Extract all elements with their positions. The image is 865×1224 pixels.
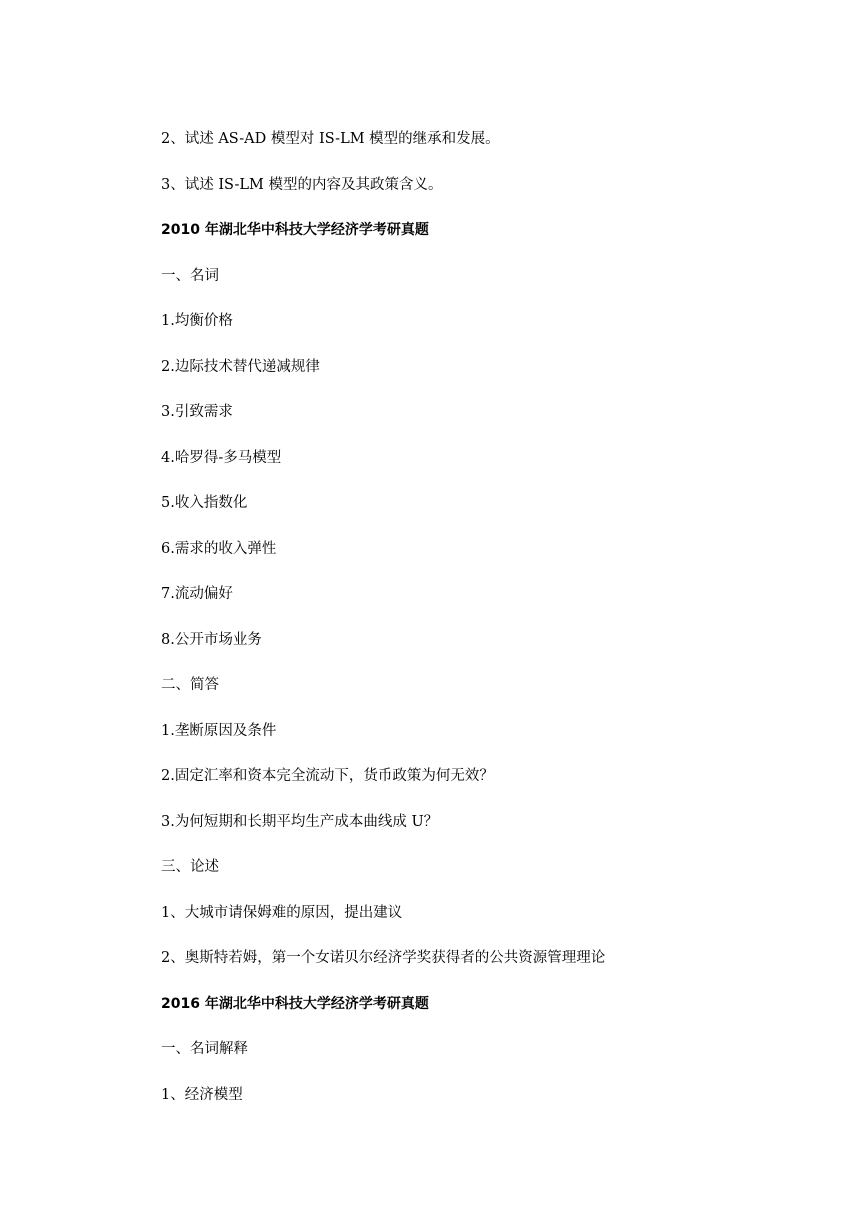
question-line: 3、试述 IS-LM 模型的内容及其政策含义。 — [161, 177, 443, 193]
question-line: 3.引致需求 — [161, 404, 233, 420]
question-line: 1.均衡价格 — [161, 313, 233, 329]
subsection-heading: 一、名词解释 — [161, 1041, 248, 1057]
question-line: 2.边际技术替代递减规律 — [161, 359, 320, 375]
question-line: 8.公开市场业务 — [161, 632, 262, 648]
question-line: 5.收入指数化 — [161, 495, 248, 511]
question-line: 3.为何短期和长期平均生产成本曲线成 U？ — [161, 814, 439, 830]
subsection-heading: 二、简答 — [161, 677, 219, 693]
section-heading: 2010 年湖北华中科技大学经济学考研真题 — [161, 222, 429, 238]
question-line: 7.流动偏好 — [161, 586, 233, 602]
question-line: 6.需求的收入弹性 — [161, 541, 277, 557]
question-line: 2、试述 AS-AD 模型对 IS-LM 模型的继承和发展。 — [161, 131, 500, 147]
subsection-heading: 一、名词 — [161, 268, 219, 284]
section-heading: 2016 年湖北华中科技大学经济学考研真题 — [161, 996, 429, 1012]
question-line: 1、大城市请保姆难的原因，提出建议 — [161, 905, 403, 921]
question-line: 2、奥斯特若姆，第一个女诺贝尔经济学奖获得者的公共资源管理理论 — [161, 950, 606, 966]
question-line: 4.哈罗得-多马模型 — [161, 450, 282, 466]
subsection-heading: 三、论述 — [161, 859, 219, 875]
question-line: 1.垄断原因及条件 — [161, 723, 277, 739]
question-line: 1、经济模型 — [161, 1087, 243, 1103]
question-line: 2.固定汇率和资本完全流动下，货币政策为何无效？ — [161, 768, 494, 784]
